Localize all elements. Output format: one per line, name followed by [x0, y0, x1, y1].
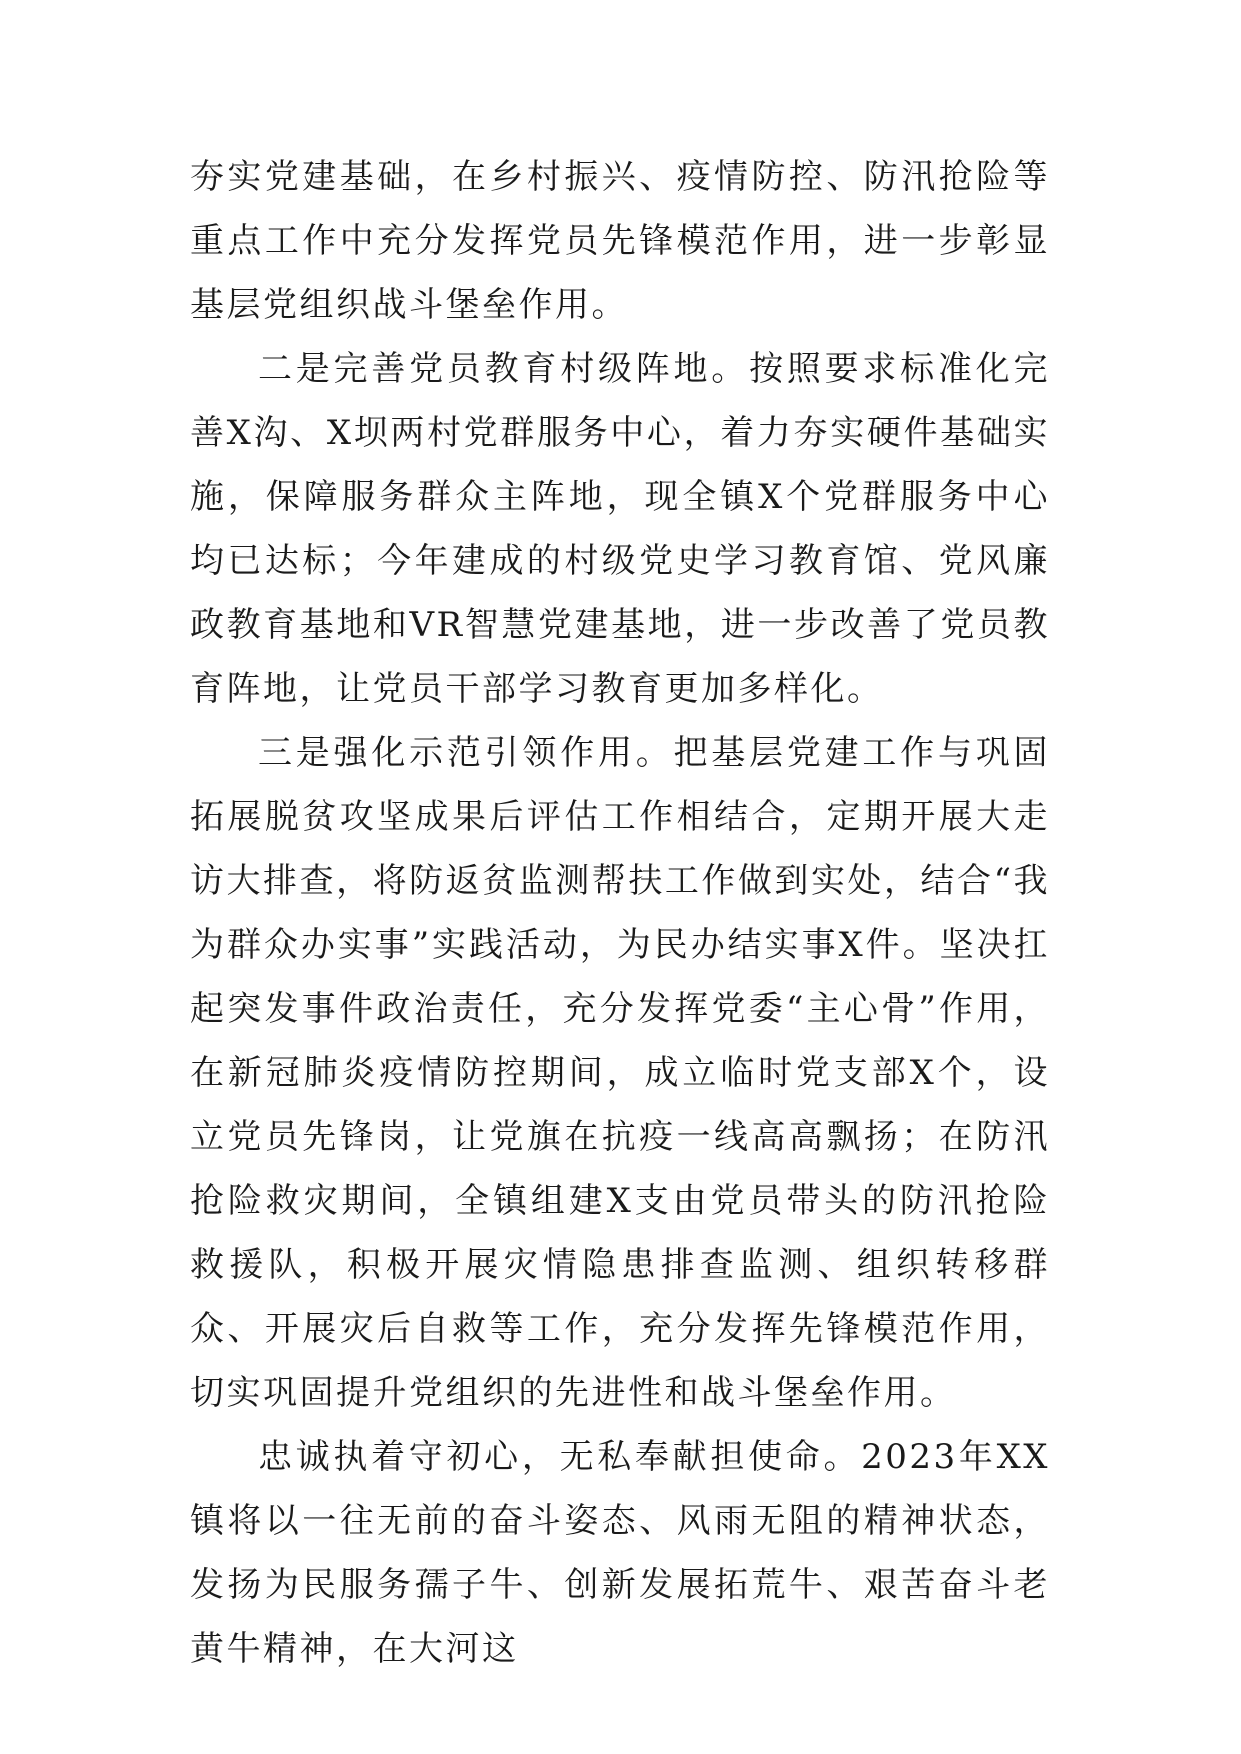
paragraph-continuation: 夯实党建基础，在乡村振兴、疫情防控、防汛抢险等重点工作中充分发挥党员先锋模范作用，进一步彰显基层党组织战斗堡垒作用。 — [190, 157, 1050, 325]
paragraph-mission: 忠诚执着守初心，无私奉献担使命。2023年XX镇将以一往无前的奋斗姿态、风雨无阻的精神状态，发扬为民服务孺子牛、创新发展拓荒牛、艰苦奋斗老黄牛精神，在大河这 — [190, 1437, 1050, 1669]
paragraph-demonstration-role: 三是强化示范引领作用。把基层党建工作与巩固拓展脱贫攻坚成果后评估工作相结合，定期开展大走访大排查，将防返贫监测帮扶工作做到实处，结合“我为群众办实事”实践活动，为民办结实事X件。坚决扛起突发事件政治责任，充分发挥党委“主心骨”作用，在新冠肺炎疫情防控期间，成立临时党支部X个，设立党员先锋岗，让党旗在抗疫一线高高飘扬；在防汛抢险救灾期间，全镇组建X支由党员带头的防汛抢险救援队，积极开展灾情隐患排查监测、组织转移群众、开展灾后自救等工作，充分发挥先锋模范作用，切实巩固提升党组织的先进性和战斗堡垒作用。 — [190, 733, 1050, 1413]
paragraph-education-positions: 二是完善党员教育村级阵地。按照要求标准化完善X沟、X坝两村党群服务中心，着力夯实硬件基础实施，保障服务群众主阵地，现全镇X个党群服务中心均已达标；今年建成的村级党史学习教育馆、党风廉政教育基地和VR智慧党建基地，进一步改善了党员教育阵地，让党员干部学习教育更加多样化。 — [190, 349, 1050, 709]
document-body — [190, 145, 1050, 1681]
